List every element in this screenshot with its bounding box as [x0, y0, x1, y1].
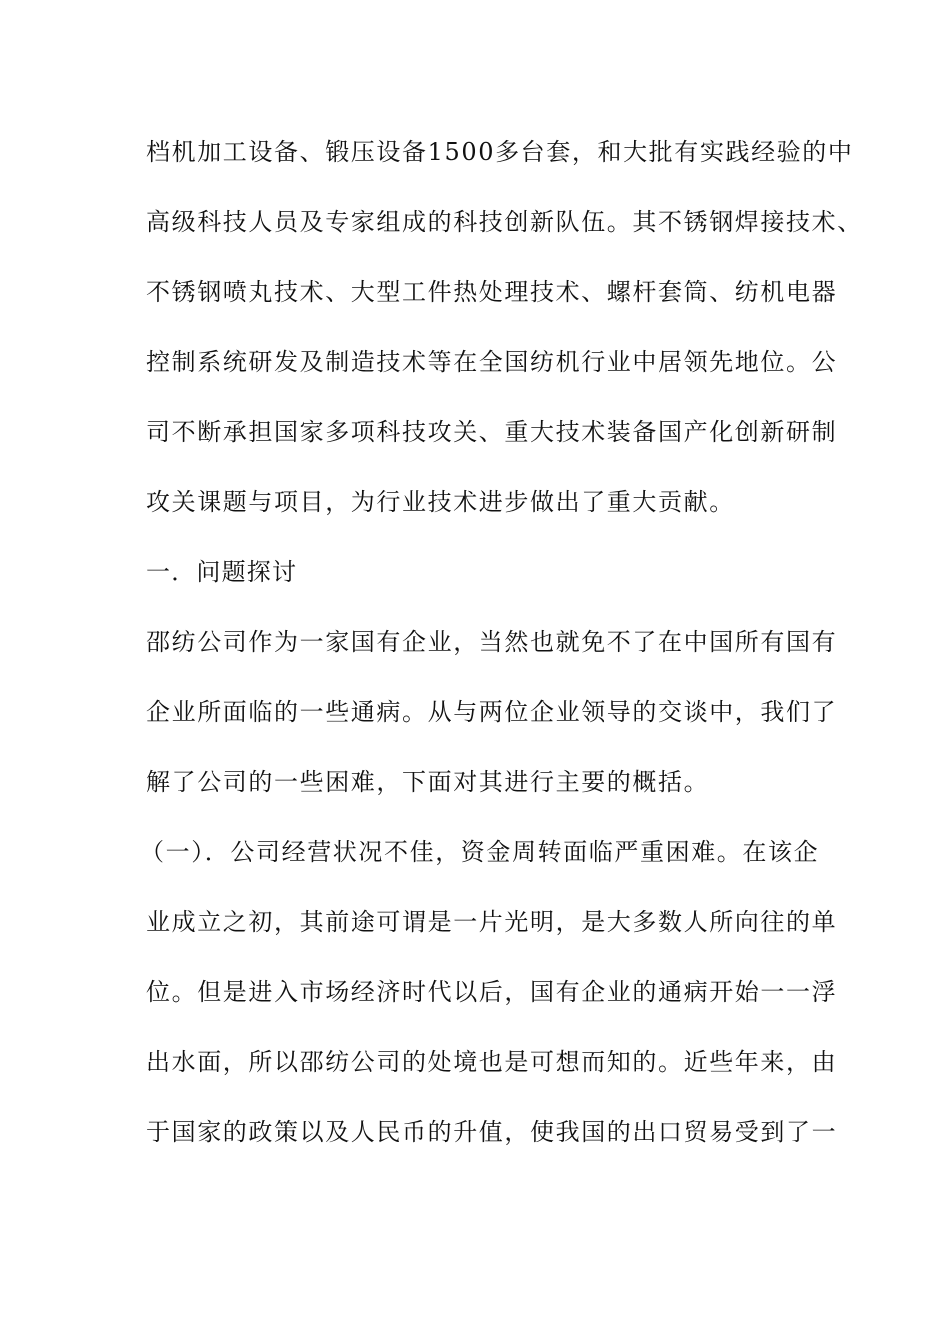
- text-line-5: 司不断承担国家多项科技攻关、重大技术装备国产化创新研制: [146, 418, 838, 446]
- text-line-1: 档机加工设备、锻压设备1500多台套，和大批有实践经验的中: [146, 138, 854, 166]
- text-line-8: 邵纺公司作为一家国有企业，当然也就免不了在中国所有国有: [146, 628, 838, 656]
- text-line-14: 出水面，所以邵纺公司的处境也是可想而知的。近些年来，由: [146, 1048, 838, 1076]
- text-line-3: 不锈钢喷丸技术、大型工件热处理技术、螺杆套筒、纺机电器: [146, 278, 838, 306]
- text-line-9: 企业所面临的一些通病。从与两位企业领导的交谈中，我们了: [146, 698, 838, 726]
- subsection-line: （一）．公司经营状况不佳，资金周转面临严重困难。在该企: [140, 838, 820, 866]
- text-line-6: 攻关课题与项目，为行业技术进步做出了重大贡献。: [146, 488, 735, 516]
- text-line-15: 于国家的政策以及人民币的升值，使我国的出口贸易受到了一: [146, 1118, 838, 1146]
- text-line-2: 高级科技人员及专家组成的科技创新队伍。其不锈钢焊接技术、: [146, 208, 863, 236]
- section-heading: 一．问题探讨: [146, 558, 298, 586]
- text-line-4: 控制系统研发及制造技术等在全国纺机行业中居领先地位。公: [146, 348, 838, 376]
- text-line-12: 业成立之初，其前途可谓是一片光明，是大多数人所向往的单: [146, 908, 838, 936]
- text-line-13: 位。但是进入市场经济时代以后，国有企业的通病开始一一浮: [146, 978, 838, 1006]
- text-line-10: 解了公司的一些困难，下面对其进行主要的概括。: [146, 768, 710, 796]
